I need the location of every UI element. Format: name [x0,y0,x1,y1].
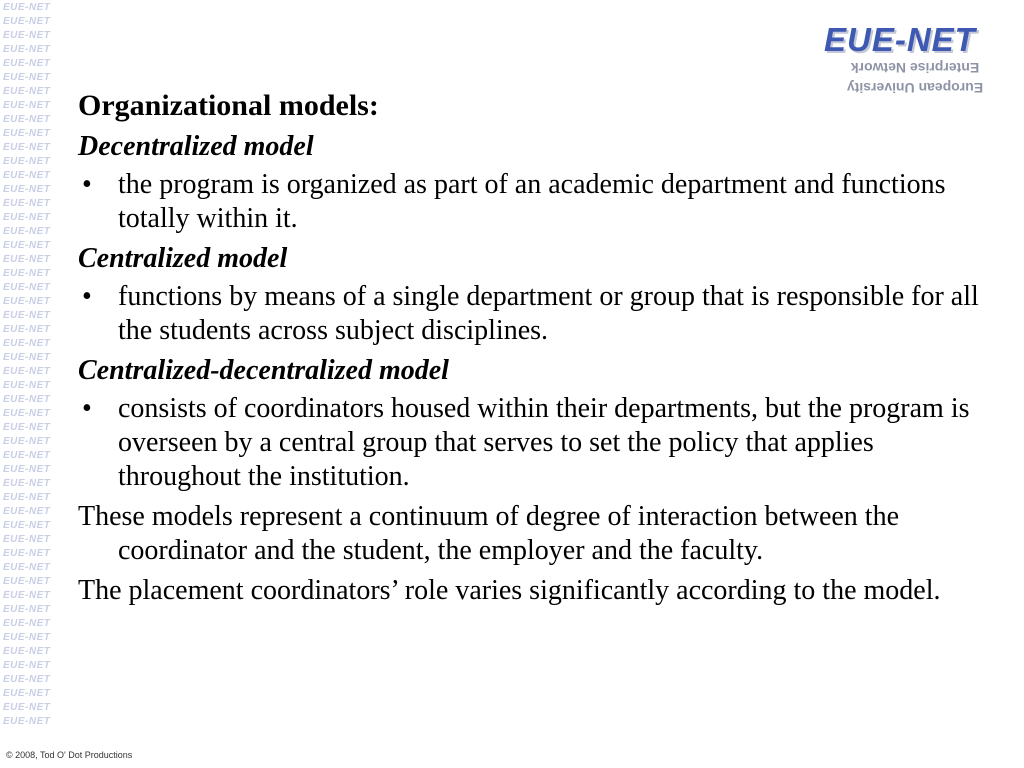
watermark-logo: EUE-NET [3,590,51,601]
model-heading-centralized: Centralized model [78,243,288,274]
model-heading-decentralized: Decentralized model [78,131,314,162]
bullet-decentralized [78,168,990,236]
watermark-logo: EUE-NET [3,44,51,55]
watermark-logo: EUE-NET [3,212,51,223]
watermark-logo: EUE-NET [3,632,51,643]
watermark-logo: EUE-NET [3,422,51,433]
paragraph-coordinator-role: The placement coordinators’ role varies significantly according to the model. [78,575,941,606]
watermark-logo: EUE-NET [3,436,51,447]
watermark-logo: EUE-NET [3,240,51,251]
slide-title: Organizational models: [78,89,379,122]
watermark-logo: EUE-NET [3,618,51,629]
watermark-logo: EUE-NET [3,576,51,587]
watermark-logo: EUE-NET [3,492,51,503]
watermark-logo: EUE-NET [3,30,51,41]
watermark-logo: EUE-NET [3,114,51,125]
bullet-dot: • [82,169,92,200]
watermark-logo: EUE-NET [3,72,51,83]
watermark-logo: EUE-NET [3,716,51,727]
bullet-text: functions by means of a single department or group that is responsible for all the students across subject disciplines. [118,281,979,346]
watermark-logo: EUE-NET [3,198,51,209]
watermark-logo: EUE-NET [3,688,51,699]
watermark-strip [0,0,64,768]
watermark-logo: EUE-NET [3,352,51,363]
watermark-logo: EUE-NET [3,660,51,671]
logo-subtitle-university: European University [846,80,984,96]
bullet-text: consists of coordinators housed within their departments, but the program is overseen by a central group that serves to set the policy that applies throughout the institution. [118,393,970,492]
watermark-logo: EUE-NET [3,282,51,293]
watermark-logo: EUE-NET [3,128,51,139]
watermark-logo: EUE-NET [3,268,51,279]
watermark-logo: EUE-NET [3,156,51,167]
bullet-dot: • [82,393,92,424]
watermark-logo: EUE-NET [3,86,51,97]
watermark-logo: EUE-NET [3,58,51,69]
watermark-logo: EUE-NET [3,408,51,419]
bullet-text: the program is organized as part of an academic department and functions totally within it. [118,169,946,234]
watermark-logo: EUE-NET [3,142,51,153]
paragraph-continuum: These models represent a continuum of degree of interaction between the coordinator and the student, the employer and the faculty. [78,501,900,566]
copyright-footer: © 2008, Tod O' Dot Productions [6,750,133,760]
watermark-logo: EUE-NET [3,170,51,181]
watermark-logo: EUE-NET [3,702,51,713]
watermark-logo: EUE-NET [3,366,51,377]
watermark-logo: EUE-NET [3,100,51,111]
watermark-logo: EUE-NET [3,548,51,559]
watermark-logo: EUE-NET [3,380,51,391]
watermark-logo: EUE-NET [3,478,51,489]
watermark-logo: EUE-NET [3,184,51,195]
watermark-logo: EUE-NET [3,534,51,545]
watermark-logo: EUE-NET [3,2,51,13]
watermark-logo: EUE-NET [3,394,51,405]
slide-content [78,88,990,612]
model-heading-centralized-decentralized: Centralized-decentralized model [78,355,449,386]
watermark-logo: EUE-NET [3,646,51,657]
logo-mark: EUE-NET [824,21,976,58]
watermark-logo: EUE-NET [3,226,51,237]
logo-subtitle-enterprise: Enterprise Network [850,60,980,76]
bullet-centralized-decentralized [78,392,990,494]
watermark-logo: EUE-NET [3,254,51,265]
watermark-logo: EUE-NET [3,338,51,349]
bullet-centralized [78,280,990,348]
watermark-logo: EUE-NET [3,296,51,307]
watermark-logo: EUE-NET [3,674,51,685]
watermark-logo: EUE-NET [3,520,51,531]
watermark-logo: EUE-NET [3,506,51,517]
bullet-dot: • [82,281,92,312]
watermark-logo: EUE-NET [3,562,51,573]
watermark-logo: EUE-NET [3,450,51,461]
watermark-logo: EUE-NET [3,16,51,27]
watermark-logo: EUE-NET [3,324,51,335]
watermark-logo: EUE-NET [3,464,51,475]
watermark-logo: EUE-NET [3,604,51,615]
watermark-logo: EUE-NET [3,310,51,321]
